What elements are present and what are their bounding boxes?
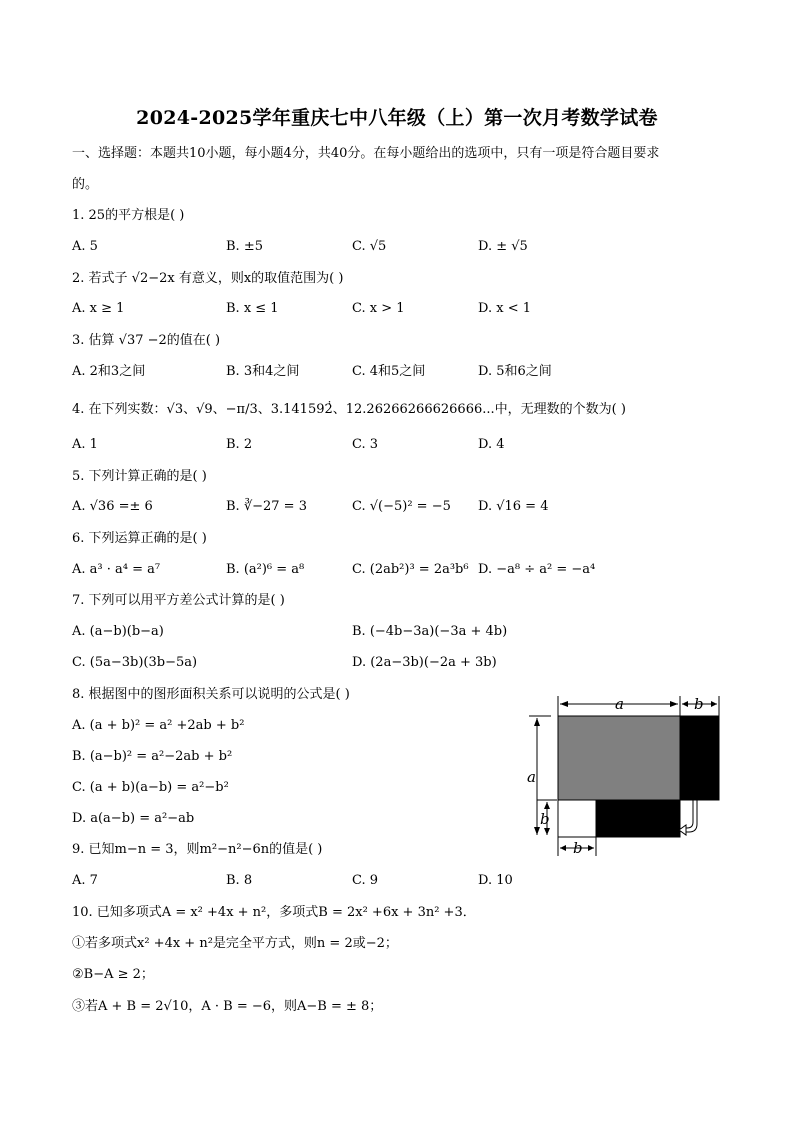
question-2-option-a[interactable]: A. x ≥ 1 — [72, 301, 125, 316]
white-square — [558, 800, 596, 837]
page-title: 2024-2025学年重庆七中八年级（上）第一次月考数学试卷 — [136, 107, 658, 129]
question-2-option-d[interactable]: D. x < 1 — [478, 301, 531, 316]
question-10-item-1: ①若多项式x² +4x + n²是完全平方式，则n = 2或−2； — [72, 936, 398, 951]
question-10-stem: 10. 已知多项式A = x² +4x + n²，多项式B = 2x² +6x + 3n² +3． — [72, 905, 476, 920]
question-7-stem: 7. 下列可以用平方差公式计算的是( ) — [72, 593, 285, 608]
question-5-stem: 5. 下列计算正确的是( ) — [72, 469, 207, 484]
label-a-top: a — [615, 695, 624, 713]
question-9-option-c[interactable]: C. 9 — [352, 873, 379, 888]
question-4-option-a[interactable]: A. 1 — [72, 437, 98, 452]
question-3-option-a[interactable]: A. 2和3之间 — [72, 364, 146, 379]
question-8-option-c[interactable]: C. (a + b)(a−b) = a²−b² — [72, 780, 229, 795]
gray-square — [558, 716, 680, 800]
question-10-item-3: ③若A + B = 2√10，A · B = −6，则A−B = ± 8； — [72, 999, 383, 1014]
question-2-stem: 2. 若式子 √2−2x 有意义，则x的取值范围为( ) — [72, 271, 344, 286]
area-diagram — [523, 690, 723, 860]
question-1-option-b[interactable]: B. ±5 — [226, 239, 263, 254]
question-10-item-2: ②B−A ≥ 2； — [72, 967, 154, 982]
question-1-option-a[interactable]: A. 5 — [72, 239, 98, 254]
question-3-option-c[interactable]: C. 4和5之间 — [352, 364, 426, 379]
question-5-option-c[interactable]: C. √(−5)² = −5 — [352, 499, 451, 514]
question-3-option-b[interactable]: B. 3和4之间 — [226, 364, 300, 379]
question-8-option-b[interactable]: B. (a−b)² = a²−2ab + b² — [72, 749, 233, 764]
question-6-option-a[interactable]: A. a³ · a⁴ = a⁷ — [72, 562, 161, 577]
label-a-left: a — [527, 768, 536, 786]
area-diagram-svg — [523, 690, 723, 860]
question-5-option-d[interactable]: D. √16 = 4 — [478, 499, 549, 514]
question-1-option-c[interactable]: C. √5 — [352, 239, 387, 254]
question-3-stem: 3. 估算 √37 −2的值在( ) — [72, 333, 221, 348]
question-4-option-c[interactable]: C. 3 — [352, 437, 379, 452]
question-2-option-c[interactable]: C. x > 1 — [352, 301, 405, 316]
label-b-bottom: b — [573, 839, 583, 857]
section-heading-line1: 一、选择题：本题共10小题，每小题4分，共40分。在每小题给出的选项中，只有一项是符合题目要求 — [72, 146, 660, 161]
question-3-option-d[interactable]: D. 5和6之间 — [478, 364, 552, 379]
question-9-stem: 9. 已知m−n = 3，则m²−n²−6n的值是( ) — [72, 842, 323, 857]
question-6-option-c[interactable]: C. (2ab²)³ = 2a³b⁶ — [352, 562, 469, 577]
question-7-option-b[interactable]: B. (−4b−3a)(−3a + 4b) — [352, 624, 508, 639]
question-9-option-a[interactable]: A. 7 — [72, 873, 98, 888]
label-b-top: b — [694, 695, 704, 713]
question-4-option-b[interactable]: B. 2 — [226, 437, 253, 452]
question-7-option-d[interactable]: D. (2a−3b)(−2a + 3b) — [352, 655, 497, 670]
question-7-option-a[interactable]: A. (a−b)(b−a) — [72, 624, 164, 639]
question-6-option-b[interactable]: B. (a²)⁶ = a⁸ — [226, 562, 305, 577]
black-strip-bottom — [596, 800, 680, 837]
question-2-option-b[interactable]: B. x ≤ 1 — [226, 301, 279, 316]
question-5-option-b[interactable]: B. ∛−27 = 3 — [226, 499, 307, 514]
question-7-option-c[interactable]: C. (5a−3b)(3b−5a) — [72, 655, 198, 670]
label-b-left: b — [540, 810, 550, 828]
question-5-option-a[interactable]: A. √36 =± 6 — [72, 499, 153, 514]
question-9-option-d[interactable]: D. 10 — [478, 873, 513, 888]
question-1-stem: 1. 25的平方根是( ) — [72, 208, 185, 223]
question-1-option-d[interactable]: D. ± √5 — [478, 239, 528, 254]
question-8-option-d[interactable]: D. a(a−b) = a²−ab — [72, 811, 195, 826]
question-6-option-d[interactable]: D. −a⁸ ÷ a² = −a⁴ — [478, 562, 596, 577]
question-8-stem: 8. 根据图中的图形面积关系可以说明的公式是( ) — [72, 687, 350, 702]
question-4-option-d[interactable]: D. 4 — [478, 437, 505, 452]
section-heading-line2: 的。 — [72, 177, 99, 192]
question-9-option-b[interactable]: B. 8 — [226, 873, 253, 888]
question-6-stem: 6. 下列运算正确的是( ) — [72, 531, 207, 546]
question-8-option-a[interactable]: A. (a + b)² = a² +2ab + b² — [72, 718, 245, 733]
black-strip-right — [680, 716, 719, 800]
question-4-stem: 4. 在下列实数：√3、√9、−π/3、3.141592̇̇、12.26266266626666...中，无理数的个数为( ) — [72, 402, 626, 417]
